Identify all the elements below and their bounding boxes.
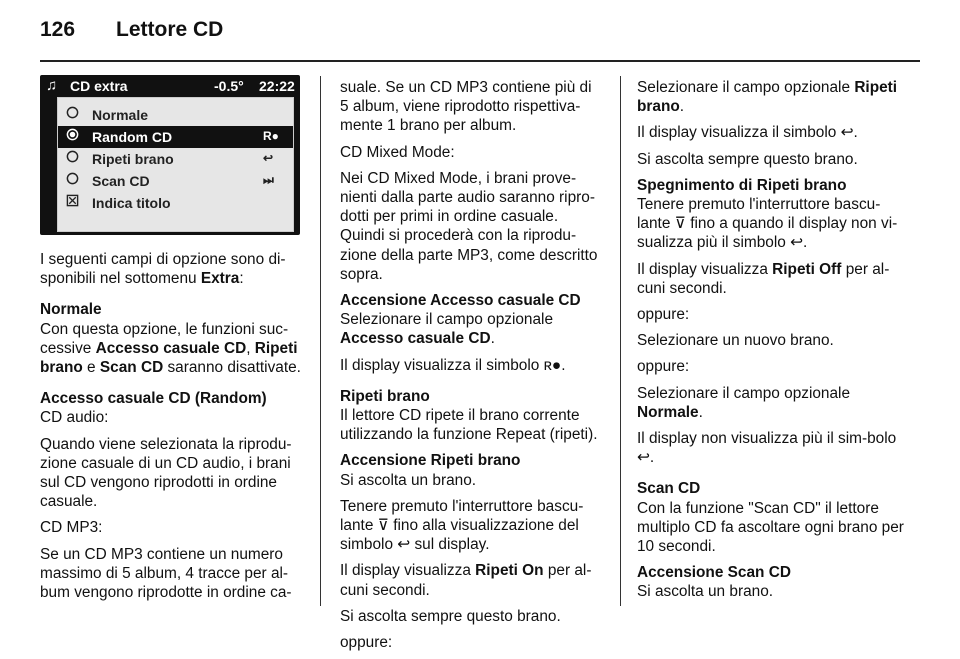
cd-mp3-label: CD MP3: <box>40 519 103 537</box>
ripeti-off-paragraph: Il display visualizza Ripeti Off per al-cuni secondi. <box>637 260 890 297</box>
text-column-2 <box>340 78 604 659</box>
random-display-paragraph: Il display visualizza il simbolo ʀ●. <box>340 356 566 374</box>
display-temperature: -0.5° <box>214 78 244 94</box>
display-symbol-paragraph: Il display visualizza il simbolo ↩. <box>637 124 858 142</box>
cd-display-illustration <box>40 75 300 235</box>
section-heading-random: Accesso casuale CD (Random) <box>40 390 267 408</box>
subheading-spegnimento-ripeti: Spegnimento di Ripeti brano <box>637 176 847 194</box>
section-heading-normale: Normale <box>40 301 102 319</box>
menu-item-label: Normale <box>92 107 149 123</box>
new-track-paragraph: Selezionare un nuovo brano. <box>637 332 834 350</box>
scan-step-1: Si ascolta un brano. <box>637 583 774 601</box>
music-note-icon: ♫ <box>46 77 58 94</box>
ripeti-step-3: Il display visualizza Ripeti On per al-cuni secondi. <box>340 562 592 599</box>
repeat-icon: ↩ <box>263 151 274 165</box>
column-divider-1 <box>320 76 321 606</box>
intro-paragraph: I seguenti campi di opzione sono di-sponibili nel sottomenu Extra: <box>40 251 286 288</box>
cd-audio-label: CD audio: <box>40 409 109 427</box>
ripeti-paragraph: Il lettore CD ripete il brano corrente utilizzando la funzione Repeat (ripeti). <box>340 407 598 444</box>
oppure-text: oppure: <box>637 306 690 324</box>
select-ripeti-paragraph: Selezionare il campo opzionale Ripeti brano. <box>637 79 898 116</box>
subheading-accensione-ripeti: Accensione Ripeti brano <box>340 452 521 470</box>
subheading-accensione-scan: Accensione Scan CD <box>637 564 791 582</box>
text-column-3 <box>637 78 907 609</box>
scan-icon: ⏭ <box>263 173 274 187</box>
menu-item-label: Ripeti brano <box>92 151 174 167</box>
checkbox-checked-icon <box>66 194 79 207</box>
text-column-1 <box>40 250 302 609</box>
display-menu-panel <box>57 97 294 232</box>
no-symbol-paragraph: Il display non visualizza più il sim-bolo ↩. <box>637 430 897 467</box>
select-random-paragraph: Selezionare il campo opzionale Accesso casuale CD. <box>340 311 554 348</box>
menu-item-label: Random CD <box>92 129 173 145</box>
display-title-bar <box>40 75 300 97</box>
oppure-text: oppure: <box>340 634 393 652</box>
page-header <box>40 18 920 66</box>
radio-empty-icon <box>66 150 79 163</box>
menu-item-random-cd <box>58 126 293 148</box>
section-heading-ripeti: Ripeti brano <box>340 387 430 405</box>
menu-item-label: Scan CD <box>92 173 150 189</box>
mixed-mode-paragraph: Nei CD Mixed Mode, i brani prove-nienti dalla parte audio saranno ripro-dotti per primi in ordine casuale. Quindi si procederà con la riprodu-zione della parte MP3, come descritto sopra. <box>340 169 598 283</box>
display-title: CD extra <box>70 78 128 94</box>
menu-item-indica-titolo <box>58 192 293 214</box>
ripeti-step-2: Tenere premuto l'interruttore bascu-lante ⊽ fino alla visualizzazione del simbolo ↩ sul display. <box>340 497 584 554</box>
menu-item-scan-cd <box>58 170 293 192</box>
column-divider-2 <box>620 76 621 606</box>
spegnimento-paragraph: Tenere premuto l'interruttore bascu-lante ⊽ fino a quando il display non vi-sualizza più il simbolo ↩. <box>637 196 898 252</box>
continuation-paragraph: suale. Se un CD MP3 contiene più di 5 album, viene riprodotto rispettiva-mente 1 brano per album. <box>340 79 592 135</box>
page-number: 126 <box>40 18 76 41</box>
always-paragraph: Si ascolta sempre questo brano. <box>637 150 858 168</box>
cd-mp3-paragraph: Se un CD MP3 contiene un numero massimo di 5 album, 4 tracce per al-bum vengono riprodotte in ordine ca- <box>40 545 292 602</box>
radio-empty-icon <box>66 172 79 185</box>
chapter-title: Lettore CD <box>116 18 224 41</box>
subheading-accensione-casuale: Accensione Accesso casuale CD <box>340 292 581 310</box>
menu-item-normale <box>58 104 293 126</box>
menu-item-label: Indica titolo <box>92 195 171 211</box>
scan-paragraph: Con la funzione "Scan CD" il lettore multiplo CD fa ascoltare ogni brano per 10 secondi. <box>637 499 904 556</box>
menu-item-ripeti-brano <box>58 148 293 170</box>
ripeti-step-1: Si ascolta un brano. <box>340 471 477 489</box>
section-heading-scan: Scan CD <box>637 480 701 498</box>
random-icon: R● <box>263 129 279 143</box>
normale-paragraph: Con questa opzione, le funzioni suc-cessive Accesso casuale CD, Ripeti brano e Scan CD saranno disattivate. <box>40 320 301 377</box>
mixed-mode-label: CD Mixed Mode: <box>340 143 455 161</box>
select-normale-paragraph: Selezionare il campo opzionale Normale. <box>637 384 851 421</box>
ripeti-step-4: Si ascolta sempre questo brano. <box>340 607 561 625</box>
radio-selected-icon <box>66 128 79 141</box>
display-time: 22:22 <box>259 78 295 94</box>
header-divider <box>40 60 920 62</box>
oppure-text: oppure: <box>637 358 690 376</box>
radio-empty-icon <box>66 106 79 119</box>
cd-audio-paragraph: Quando viene selezionata la riprodu-zione casuale di un CD audio, i brani sul CD vengono riprodotti in ordine casuale. <box>40 435 292 511</box>
